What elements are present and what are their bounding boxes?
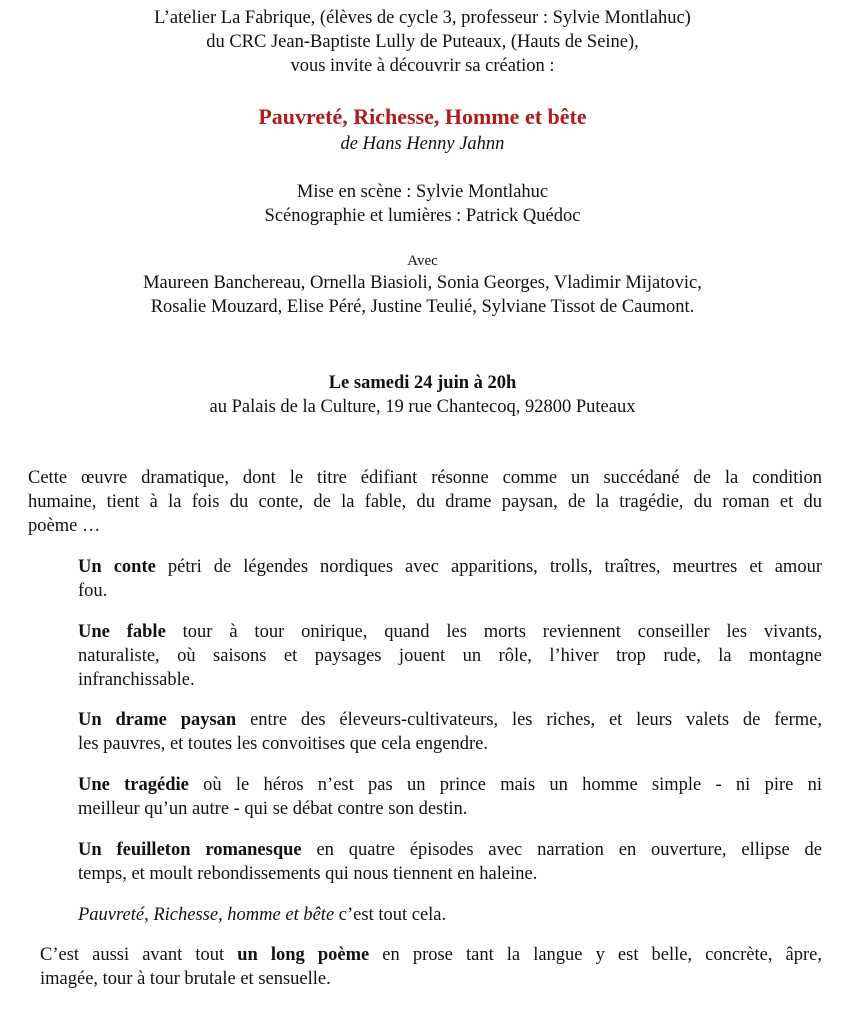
tragedie-line-1 — [78, 773, 822, 797]
feuilleton-line-2: temps, et moult rebondissements qui nous tiennent en haleine. — [78, 864, 538, 884]
paragraph-feuilleton — [78, 838, 822, 886]
play-title: Pauvreté, Richesse, Homme et bête — [258, 104, 587, 129]
final-text-1: en prose tant la langue y est belle, concrète, âpre, — [369, 945, 822, 965]
summary-text: c’est tout cela. — [334, 905, 447, 925]
scenography-credit: Scénographie et lumières : Patrick Quédoc — [264, 206, 581, 226]
intro-line-2: humaine, tient à la fois du conte, de la fable, du drame paysan, de la tragédie, du roman et du — [28, 492, 822, 512]
tragedie-line-2: meilleur qu’un autre - qui se débat contre son destin. — [78, 799, 468, 819]
final-line-2: imagée, tour à tour brutale et sensuelle. — [40, 969, 331, 989]
cast-line-1: Maureen Banchereau, Ornella Biasioli, Sonia Georges, Vladimir Mijatovic, — [143, 273, 702, 293]
drame-line-2: les pauvres, et toutes les convoitises que cela engendre. — [78, 734, 488, 754]
header-line-3: vous invite à découvrir sa création : — [290, 56, 555, 76]
fable-text-1: tour à tour onirique, quand les morts reviennent conseiller les vivants, — [165, 622, 823, 642]
event-date: Le samedi 24 juin à 20h — [328, 373, 517, 393]
tragedie-text-1: où le héros n’est pas un prince mais un homme simple - ni pire ni — [188, 775, 822, 795]
drame-line-1 — [78, 708, 822, 732]
summary-title: Pauvreté, Richesse, homme et bête — [78, 905, 335, 925]
intro-line-3: poème … — [28, 516, 101, 536]
intro-line-1: Cette œuvre dramatique, dont le titre édifiant résonne comme un succédané de la condition — [28, 468, 822, 488]
final-start: C’est aussi avant tout — [40, 945, 238, 965]
final-line-1 — [40, 943, 822, 967]
fable-line-3: infranchissable. — [78, 670, 195, 690]
tragedie-keyword: Une tragédie — [78, 775, 189, 795]
staging-credit: Mise en scène : Sylvie Montlahuc — [296, 182, 549, 202]
fable-line-1 — [78, 620, 822, 644]
conte-text-1: pétri de légendes nordiques avec apparitions, trolls, traîtres, meurtres et amour — [155, 557, 822, 577]
invitation-header — [0, 6, 845, 78]
cast-line-2: Rosalie Mouzard, Elise Péré, Justine Teulié, Sylviane Tissot de Caumont. — [150, 297, 695, 317]
drame-keyword: Un drame paysan — [78, 710, 237, 730]
conte-keyword: Un conte — [78, 557, 156, 577]
credits-block — [0, 180, 845, 228]
feuilleton-keyword: Un feuilleton romanesque — [78, 840, 302, 860]
paragraph-fable — [78, 620, 822, 692]
fable-line-2: naturaliste, où saisons et paysages jouent un rôle, l’hiver trop rude, la montagne — [78, 646, 822, 666]
conte-line-2: fou. — [78, 581, 108, 601]
paragraph-conte — [78, 555, 822, 603]
header-line-1: L’atelier La Fabrique, (élèves de cycle 3, professeur : Sylvie Montlahuc) — [154, 8, 691, 28]
event-venue: au Palais de la Culture, 19 rue Chantecoq, 92800 Puteaux — [209, 397, 636, 417]
summary-paragraph — [78, 903, 822, 927]
cast-list — [0, 271, 845, 319]
final-keyword: un long poème — [237, 945, 370, 965]
drame-text-1: entre des éleveurs-cultivateurs, les riches, et leurs valets de ferme, — [236, 710, 822, 730]
paragraph-tragedie — [78, 773, 822, 821]
fable-keyword: Une fable — [78, 622, 166, 642]
intro-paragraph — [28, 466, 822, 538]
conte-line-1 — [78, 555, 822, 579]
header-line-2: du CRC Jean-Baptiste Lully de Puteaux, (Hauts de Seine), — [206, 32, 639, 52]
paragraph-drame — [78, 708, 822, 756]
feuilleton-line-1 — [78, 838, 822, 862]
play-author: de Hans Henny Jahnn — [340, 134, 505, 154]
feuilleton-text-1: en quatre épisodes avec narration en ouverture, ellipse de — [301, 840, 822, 860]
cast-label: Avec — [407, 253, 438, 269]
final-paragraph — [40, 943, 822, 991]
